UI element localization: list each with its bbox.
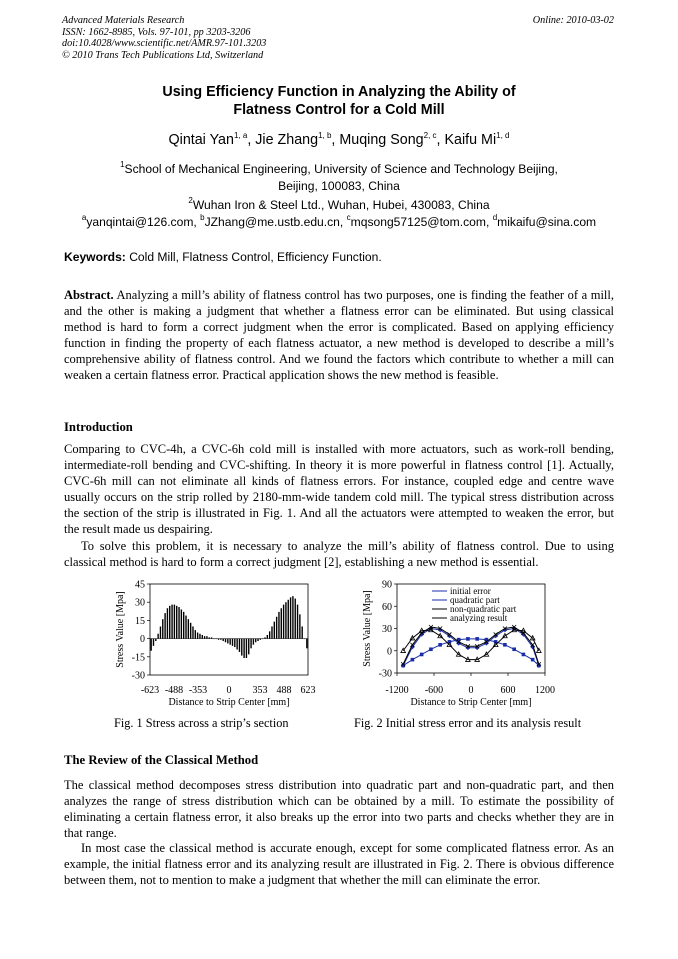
stress-bar xyxy=(269,631,270,638)
email-sup: b xyxy=(200,213,205,222)
stress-bar xyxy=(204,636,205,638)
stress-bar xyxy=(229,639,230,645)
y-tick-label: -30 xyxy=(131,670,145,682)
doi-line: doi:10.4028/www.scientific.net/AMR.97-101.3203 xyxy=(62,38,267,50)
y-tick-label: 90 xyxy=(382,579,392,591)
affiliation-2 xyxy=(0,192,678,214)
x-tick-label: 1200 xyxy=(535,685,555,696)
stress-bar xyxy=(181,609,182,638)
author-list: Qintai Yan$^{1, a}$, Jie Zhang$^{1, b}$, Muqing Song$^{2, c}$, Kaifu Mi$^{1, d}$ xyxy=(168,131,510,148)
issn-line: ISSN: 1662-8985, Vols. 97-101, pp 3203-3206 xyxy=(62,26,251,38)
stress-bar xyxy=(271,626,272,638)
author-name: Qintai Yan xyxy=(168,132,234,148)
x-tick-label: 600 xyxy=(500,685,516,696)
stress-bar xyxy=(160,626,161,638)
stress-bar xyxy=(155,639,156,641)
copyright-line: © 2010 Trans Tech Publications Ltd, Switzerland xyxy=(62,49,264,61)
stress-bar xyxy=(213,639,214,640)
x-axis-label: Distance to Strip Center [mm] xyxy=(168,697,290,708)
x-tick-label: -1200 xyxy=(385,685,409,696)
email-link[interactable]: JZhang@me.ustb.edu.cn, xyxy=(204,215,344,229)
stress-bar xyxy=(297,605,298,639)
affiliation-1 xyxy=(0,156,678,195)
y-tick-label: 30 xyxy=(382,624,392,635)
stress-bar xyxy=(164,613,165,638)
stress-bar xyxy=(283,605,284,639)
author-sup: 1, b xyxy=(318,131,332,140)
author-name: Kaifu Mi xyxy=(444,132,497,148)
affiliation-line: School of Mechanical Engineering, University of Science and Technology Beijing, xyxy=(124,162,558,176)
paragraph-text: The classical method decomposes stress distribution into quadratic part and non-quadratic part, and then analyzes the range of stress distribution which can be obtained by a mill. To estimate the possibility of eliminating a certain flatness error, it also breaks up the error into two parts and checks whether they are in that range. xyxy=(64,778,614,841)
section-heading-introduction: Introduction xyxy=(64,420,133,434)
title-line-2: Flatness Control for a Cold Mill xyxy=(233,102,445,118)
abstract-text: Analyzing a mill’s ability of flatness control has two purposes, one is finding the feather of a mill, and the other is making a judgment that whether a flatness error can be eliminated. But using classical method is hard to form a correct judgment when the error is complicated. Based on applying efficiency function in finding the property of each flatness actuator, a new method is developed to describe a mill’s comprehensive ability of flatness control. And we found the factors which contribute to whether a mill can weaken a certain flatness error. Practical application shows the new method is feasible. xyxy=(64,288,615,383)
stress-bar xyxy=(190,623,191,639)
y-tick-label: -30 xyxy=(378,668,392,680)
paragraph-text: In most case the classical method is accurate enough, except for some complicated flatness error. As an example, the initial flatness error and its analyzing result are illustrated in Fig. 2. There is obvious difference between them, not to mention to make a judgment that whether the mill can eliminate the error. xyxy=(64,841,614,888)
stress-bar xyxy=(232,639,233,646)
stress-bar xyxy=(178,607,179,639)
stress-bar xyxy=(281,608,282,638)
stress-bar xyxy=(290,597,291,638)
figure-1-caption: Fig. 1 Stress across a strip’s section xyxy=(114,716,289,730)
stress-bar xyxy=(267,635,268,639)
y-tick-label: 60 xyxy=(382,601,392,613)
stress-bar xyxy=(225,639,226,643)
stress-bar xyxy=(153,639,154,646)
data-point xyxy=(429,647,433,651)
stress-bar xyxy=(162,619,163,638)
y-axis-label: Stress Value [Mpa] xyxy=(362,590,373,667)
review-paragraph-1 xyxy=(64,777,614,841)
stress-bar xyxy=(274,622,275,639)
online-date: Online: 2010-03-02 xyxy=(532,15,614,26)
author-sup: 1, d xyxy=(496,131,510,140)
stress-bar xyxy=(246,639,247,658)
data-point xyxy=(420,653,424,657)
email-sup: a xyxy=(81,213,87,222)
stress-bar xyxy=(278,612,279,639)
stress-bar xyxy=(171,605,172,639)
stress-bar xyxy=(218,639,219,640)
stress-bar xyxy=(236,639,237,650)
keywords-text: Cold Mill, Flatness Control, Efficiency Function. xyxy=(129,250,382,264)
affiliation-sup: 1 xyxy=(120,160,125,169)
stress-bar xyxy=(150,639,151,651)
y-tick-label: 30 xyxy=(135,597,145,609)
data-point xyxy=(466,637,470,641)
affiliation-sup: 2 xyxy=(188,196,193,205)
stress-bar xyxy=(248,639,249,655)
stress-bar xyxy=(167,608,168,638)
journal-name: Advanced Materials Research xyxy=(62,15,185,26)
stress-bar xyxy=(299,614,300,638)
stress-bar xyxy=(216,639,217,640)
stress-bar xyxy=(197,633,198,639)
author-name: Jie Zhang xyxy=(255,132,319,148)
stress-bar xyxy=(209,637,210,638)
email-sup: c xyxy=(346,213,351,222)
keywords xyxy=(64,250,382,264)
legend-label: analyzing result xyxy=(450,613,508,623)
stress-bar xyxy=(295,599,296,639)
data-point xyxy=(522,653,526,657)
x-tick-label: -353 xyxy=(188,685,208,696)
stress-bar xyxy=(285,602,286,638)
stress-bar xyxy=(192,626,193,638)
x-tick-label: -488 xyxy=(164,685,184,696)
legend-label: quadratic part xyxy=(450,595,500,605)
data-point xyxy=(531,658,535,662)
stress-bar xyxy=(185,616,186,639)
author-sup: 1, a xyxy=(233,131,248,140)
x-tick-label: -623 xyxy=(140,685,160,696)
y-tick-label: 15 xyxy=(135,615,145,627)
y-tick-label: -15 xyxy=(131,652,145,664)
stress-bar xyxy=(288,600,289,639)
stress-bar xyxy=(169,606,170,639)
legend-label: initial error xyxy=(450,586,491,596)
y-axis-label: Stress Value [Mpa] xyxy=(115,591,126,668)
y-tick-label: 45 xyxy=(135,579,145,591)
x-tick-label: -600 xyxy=(424,685,444,696)
section-heading-review: The Review of the Classical Method xyxy=(64,753,259,767)
stress-bar xyxy=(234,639,235,647)
x-tick-label: 0 xyxy=(468,685,474,696)
intro-paragraph-1 xyxy=(64,441,614,537)
data-point xyxy=(411,658,415,662)
affiliation-line: Wuhan Iron & Steel Ltd., Wuhan, Hubei, 430083, China xyxy=(192,198,490,212)
stress-bar xyxy=(301,626,302,638)
stress-bar xyxy=(206,636,207,638)
affiliation-line: Beijing, 100083, China xyxy=(278,179,400,193)
title-line-1: Using Efficiency Function in Analyzing the Ability of xyxy=(162,84,516,100)
stress-bar xyxy=(276,617,277,639)
stress-bar xyxy=(211,637,212,638)
data-point xyxy=(475,637,479,641)
abstract xyxy=(64,287,614,383)
stress-bar xyxy=(183,612,184,639)
stress-bar xyxy=(174,605,175,639)
x-tick-label: 623 xyxy=(300,685,316,696)
stress-bar xyxy=(195,630,196,638)
stress-bar xyxy=(176,606,177,639)
stress-bar xyxy=(262,639,263,640)
figure-2-line-chart xyxy=(350,578,575,713)
x-tick-label: 488 xyxy=(276,685,292,696)
series-line xyxy=(403,639,539,666)
keywords-label: Keywords: xyxy=(64,250,126,264)
paper-title xyxy=(0,83,678,119)
email-sup: d xyxy=(492,213,498,222)
author-sup: 2, c xyxy=(423,131,437,140)
stress-bar xyxy=(250,639,251,649)
y-tick-label: 0 xyxy=(140,634,145,646)
intro-paragraph-2 xyxy=(64,538,614,570)
figure-2-caption: Fig. 2 Initial stress error and its analysis result xyxy=(354,716,582,730)
legend-label: non-quadratic part xyxy=(450,604,517,614)
stress-bar xyxy=(292,596,293,638)
stress-bar xyxy=(202,635,203,639)
stress-bar xyxy=(220,639,221,640)
stress-bar xyxy=(199,634,200,639)
x-tick-label: 353 xyxy=(252,685,268,696)
data-point xyxy=(503,643,507,647)
stress-bar xyxy=(257,639,258,641)
email-link[interactable]: yanqintai@126.com, xyxy=(86,215,197,229)
email-link[interactable]: mikaifu@sina.com xyxy=(497,215,597,229)
journal-header xyxy=(62,15,266,61)
figure-1-bar-chart xyxy=(100,578,330,713)
stress-bar xyxy=(253,639,254,645)
stress-bar xyxy=(241,639,242,656)
stress-bar xyxy=(255,639,256,643)
stress-bar xyxy=(239,639,240,652)
author-name: Muqing Song xyxy=(339,132,424,148)
stress-bar xyxy=(188,619,189,638)
stress-bar xyxy=(306,639,307,649)
stress-bar xyxy=(264,637,265,638)
email-list xyxy=(0,213,678,229)
stress-bar xyxy=(304,639,305,640)
y-tick-label: 0 xyxy=(387,646,392,658)
stress-bar xyxy=(227,639,228,644)
x-axis-label: Distance to Strip Center [mm] xyxy=(410,697,532,708)
data-point xyxy=(438,643,442,647)
stress-bar xyxy=(157,634,158,639)
abstract-label: Abstract. xyxy=(64,288,114,302)
stress-bar xyxy=(222,639,223,641)
x-tick-label: 0 xyxy=(226,685,232,696)
email-link[interactable]: mqsong57125@tom.com, xyxy=(350,215,490,229)
review-paragraph-2 xyxy=(64,840,614,888)
paragraph-text: To solve this problem, it is necessary to analyze the mill’s ability of flatness control. Due to using classical method is hard to form a correct judgment [2], establishing a new method is essential. xyxy=(64,539,614,570)
stress-bar xyxy=(260,639,261,640)
data-point xyxy=(512,647,516,651)
paragraph-text: Comparing to CVC-4h, a CVC-6h cold mill is installed with more actuators, such as work-roll bending, intermediate-roll bending and CVC-shifting. In theory it is more powerful in flatness control [1]. Actually, CVC-6h mill can not eliminate all kinds of flatness errors. For instance, coupled edge and centre wave usually occurs on the strip rolled by 2180-mm-wide tandem cold mill. The typical stress distribution across the section of the strip is illustrated in Fig. 1. And all the actuators were attempted to weaken the error, but the result made us despairing. xyxy=(64,442,614,537)
stress-bar xyxy=(243,639,244,658)
